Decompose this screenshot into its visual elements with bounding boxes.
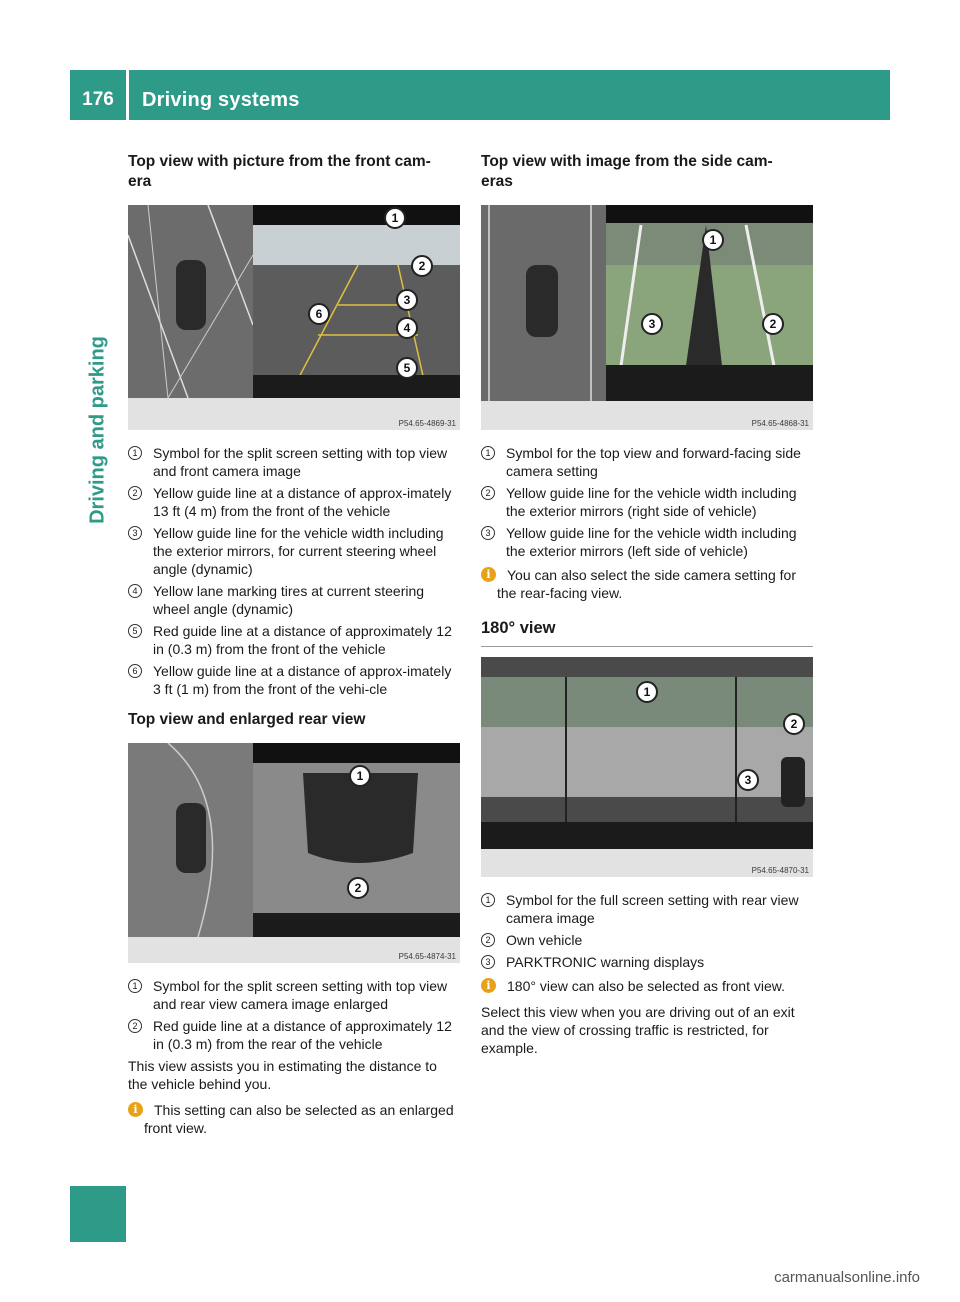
info-note: i 180° view can also be selected as front view. <box>481 977 813 995</box>
legend-item: 3 Yellow guide line for the vehicle width including the exterior mirrors (left side of vehicle) <box>481 524 813 560</box>
camera-screen <box>128 205 460 398</box>
watermark: carmanualsonline.info <box>774 1269 920 1286</box>
figure-code: P54.65-4869-31 <box>398 419 456 428</box>
body-text: Select this view when you are driving out of an exit and the view of crossing traffic is restricted, for example. <box>481 1004 795 1056</box>
info-icon: i <box>128 1102 143 1117</box>
legend-item: 5 Red guide line at a distance of approximately 12 in (0.3 m) from the front of the vehicle <box>128 622 460 658</box>
legend-rear-view <box>128 977 460 1053</box>
info-icon: i <box>481 567 496 582</box>
legend-item: 3 PARKTRONIC warning displays <box>481 953 813 971</box>
callout-2: 2 <box>347 877 369 899</box>
legend-item: 1 Symbol for the split screen setting with top view and front camera image <box>128 444 460 480</box>
legend-side-cameras <box>481 444 813 560</box>
side-camera-image <box>481 205 813 401</box>
body-text: This view assists you in estimating the distance to the vehicle behind you. <box>128 1058 437 1092</box>
info-note: i You can also select the side camera setting for the rear-facing view. <box>481 566 813 602</box>
legend-item: 1 Symbol for the top view and forward-facing side camera setting <box>481 444 813 480</box>
page-number: 176 <box>82 89 114 110</box>
section-heading-rear-view: Top view and enlarged rear view <box>128 711 366 728</box>
legend-item: 4 Yellow lane marking tires at current steering wheel angle (dynamic) <box>128 582 460 618</box>
camera-screen <box>481 205 813 401</box>
legend-item: 2 Yellow guide line for the vehicle width including the exterior mirrors (right side of vehicle) <box>481 484 813 520</box>
callout-1: 1 <box>349 765 371 787</box>
rear-camera-image <box>128 743 460 937</box>
figure-side-cameras <box>481 205 813 430</box>
chapter-title: Driving systems <box>142 89 300 111</box>
section-heading-180-view: 180° view <box>481 618 813 647</box>
callout-3: 3 <box>396 289 418 311</box>
legend-front-camera <box>128 444 460 698</box>
legend-item: 1 Symbol for the full screen setting with rear view camera image <box>481 891 813 927</box>
callout-1: 1 <box>636 681 658 703</box>
side-tab-label: Driving and parking <box>86 336 109 524</box>
callout-2: 2 <box>762 313 784 335</box>
callout-1: 1 <box>702 229 724 251</box>
legend-item: 2 Own vehicle <box>481 931 813 949</box>
callout-2: 2 <box>783 713 805 735</box>
camera-screen <box>128 743 460 937</box>
legend-item: 2 Yellow guide line at a distance of approx-imately 13 ft (4 m) from the front of the vehicle <box>128 484 460 520</box>
figure-code: P54.65-4874-31 <box>398 952 456 961</box>
camera-screen <box>481 657 813 849</box>
callout-3: 3 <box>737 769 759 791</box>
legend-180-view <box>481 891 813 971</box>
figure-code: P54.65-4868-31 <box>751 419 809 428</box>
legend-item: 6 Yellow guide line at a distance of approx-imately 3 ft (1 m) from the front of the vehi-cle <box>128 662 460 698</box>
legend-item: 3 Yellow guide line for the vehicle width including the exterior mirrors, for current steering wheel angle (dynamic) <box>128 524 460 578</box>
section-heading-side-cameras: Top view with image from the side cam- eras <box>481 153 773 190</box>
callout-3: 3 <box>641 313 663 335</box>
legend-item: 1 Symbol for the split screen setting with top view and rear view camera image enlarged <box>128 977 460 1013</box>
legend-item: 2 Red guide line at a distance of approximately 12 in (0.3 m) from the rear of the vehicle <box>128 1017 460 1053</box>
callout-2: 2 <box>411 255 433 277</box>
figure-front-camera <box>128 205 460 430</box>
info-icon: i <box>481 978 496 993</box>
header-divider <box>126 70 129 120</box>
info-note: i This setting can also be selected as an enlarged front view. <box>128 1101 460 1137</box>
section-heading-front-camera: Top view with picture from the front cam- era <box>128 153 431 190</box>
right-column <box>481 152 813 1065</box>
left-column <box>128 152 460 1145</box>
figure-code: P54.65-4870-31 <box>751 866 809 875</box>
figure-180-view <box>481 657 813 877</box>
callout-1: 1 <box>384 207 406 229</box>
callout-6: 6 <box>308 303 330 325</box>
figure-rear-view <box>128 743 460 963</box>
side-tab-marker <box>70 1186 126 1242</box>
callout-5: 5 <box>396 357 418 379</box>
callout-4: 4 <box>396 317 418 339</box>
